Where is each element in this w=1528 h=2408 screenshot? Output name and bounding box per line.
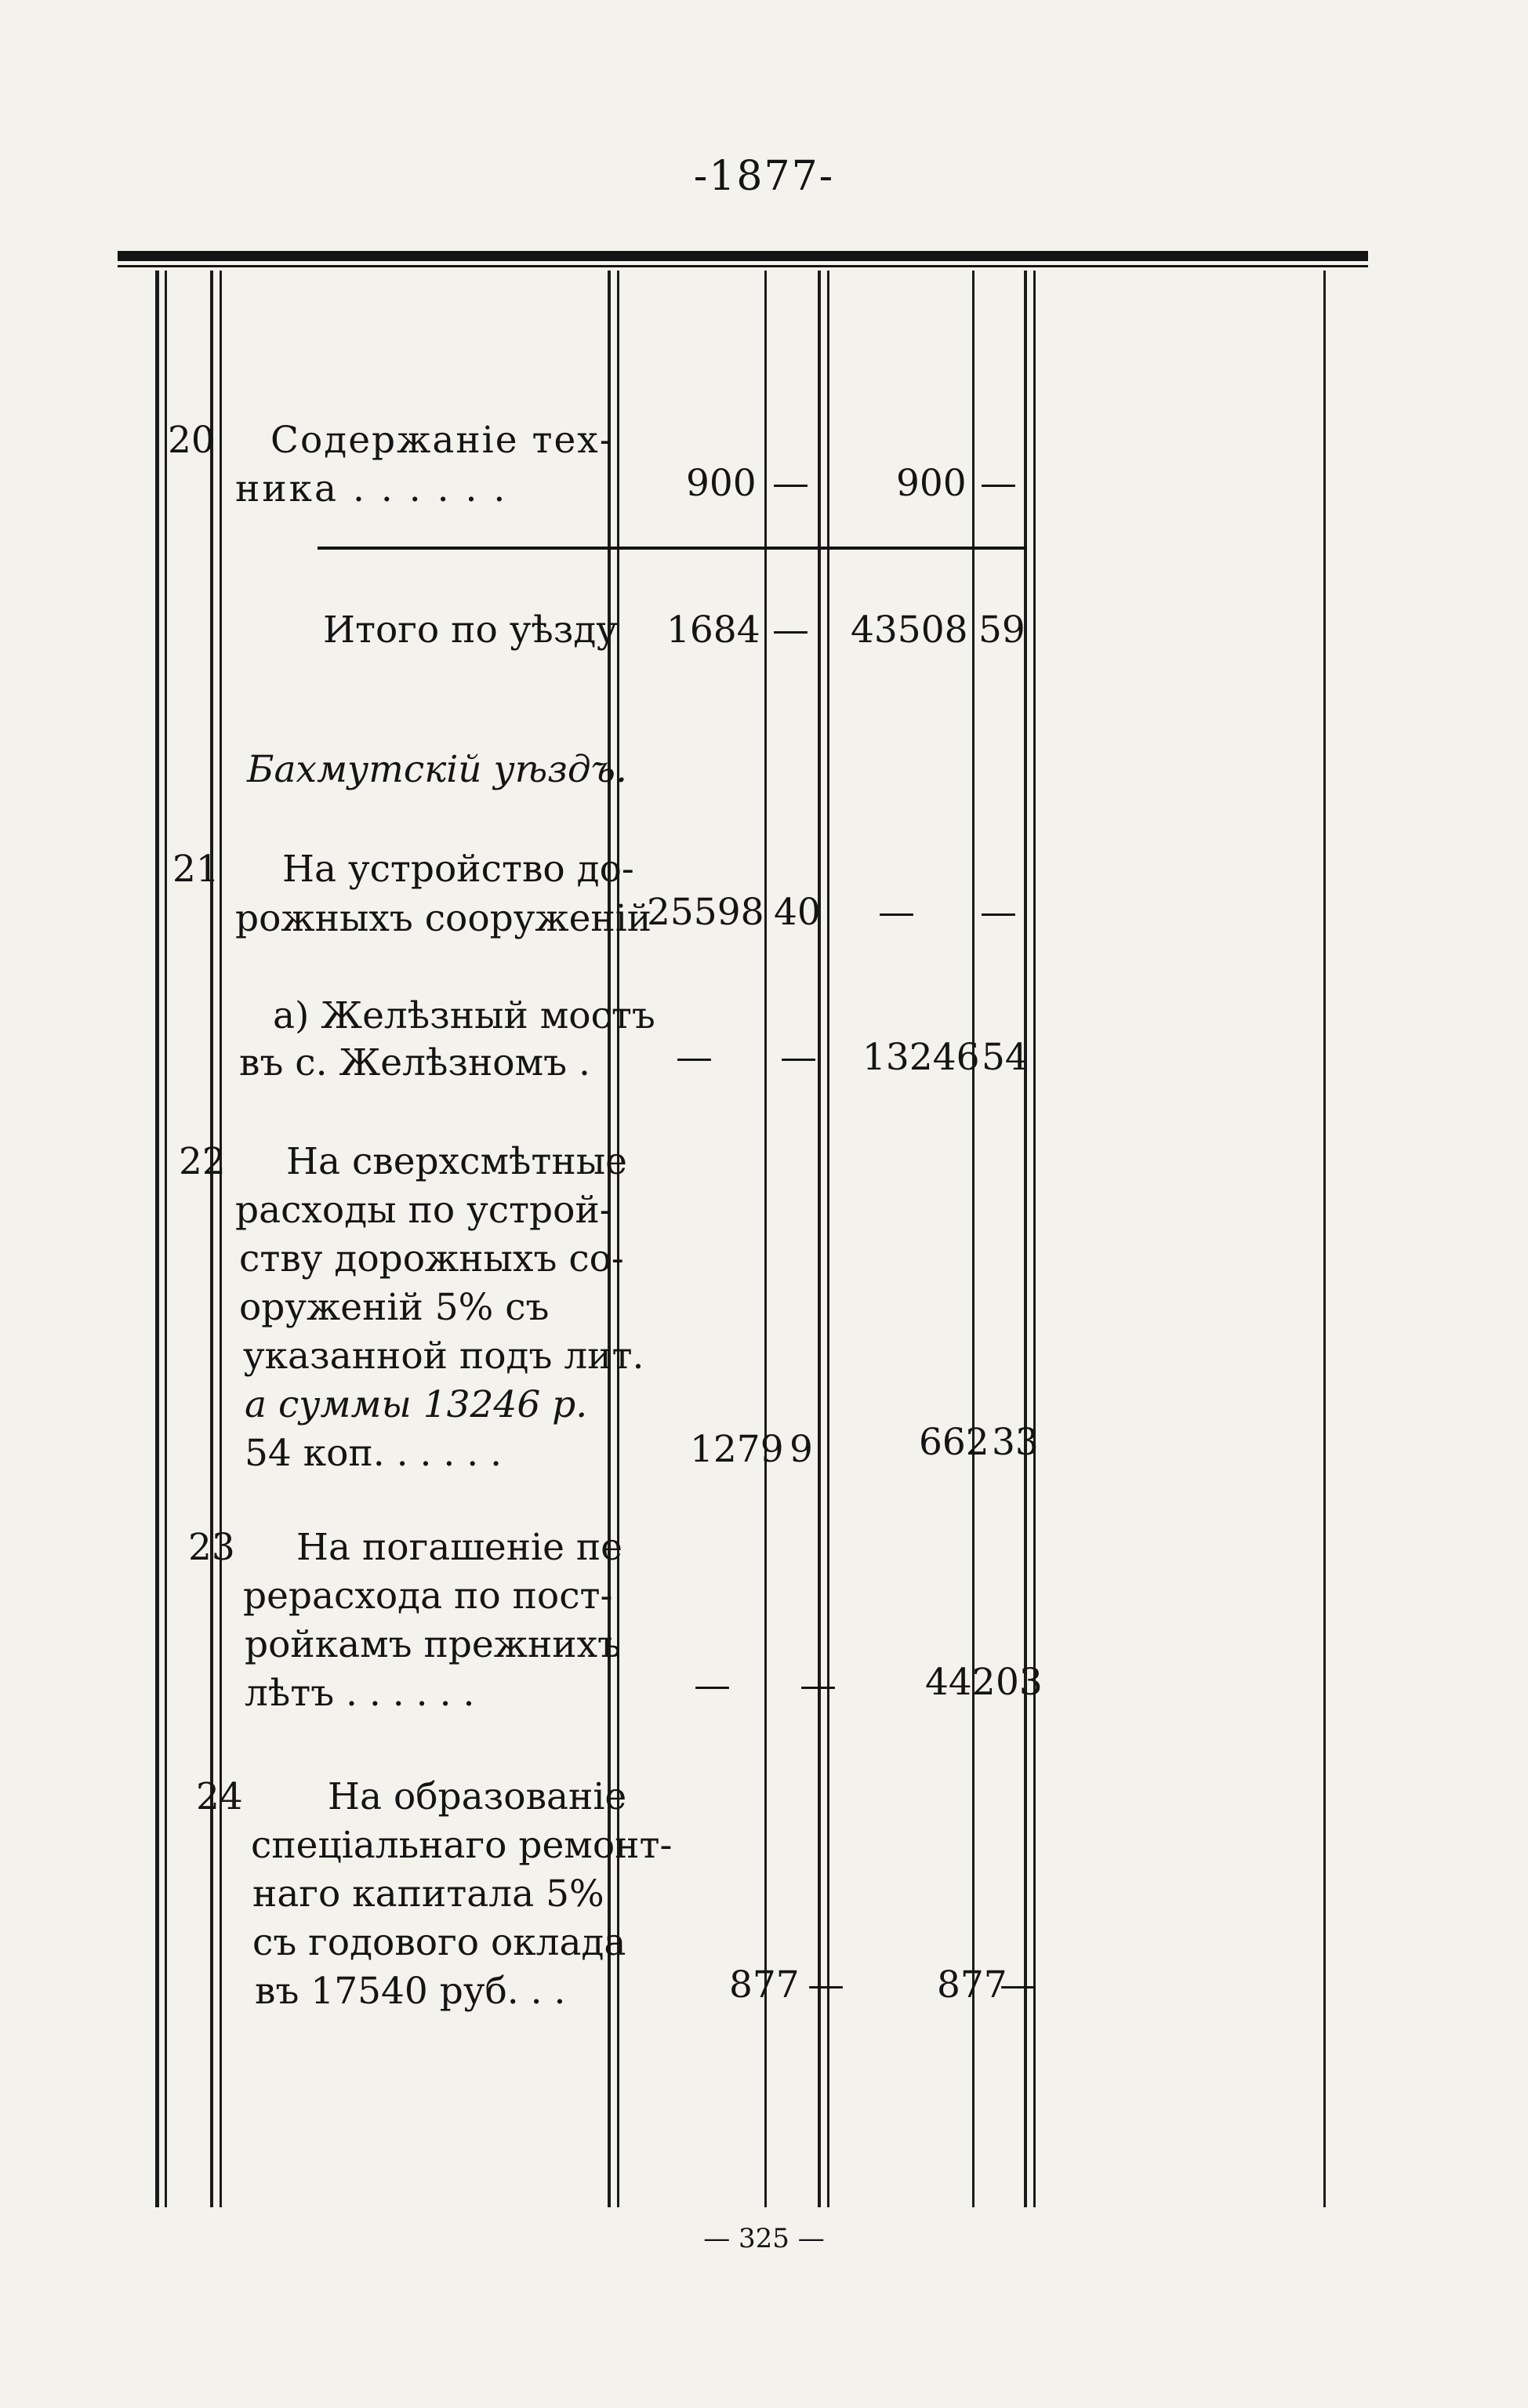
row-description: въ с. Желѣзномъ . (239, 1041, 590, 1084)
amount-b-kop: — (980, 462, 1017, 505)
column-rule (155, 271, 159, 2207)
row-number: 22 (179, 1140, 226, 1183)
amount-a-rub: — (694, 1664, 731, 1707)
total-a-rub: 1684 (666, 608, 760, 652)
top-rule-thin (118, 265, 1368, 267)
column-rule (818, 271, 821, 2207)
row-number: 21 (172, 848, 220, 891)
amount-a-rub: 1279 (690, 1428, 784, 1471)
row-description: расходы по устрой- (235, 1189, 612, 1232)
column-rule (210, 271, 213, 2207)
amount-b-kop: — (980, 891, 1017, 934)
amount-b-kop: — (1000, 1963, 1036, 2007)
amount-a-kop: 40 (774, 891, 821, 934)
column-rule (827, 271, 829, 2207)
column-rule (165, 271, 167, 2207)
row-description: рерасхода по пост- (243, 1574, 613, 1618)
row-description: лѣтъ . . . . . . (245, 1672, 475, 1715)
subtotal-rule (318, 547, 1027, 550)
row-description: рожныхъ сооруженій (235, 897, 652, 940)
column-rule (1323, 271, 1326, 2207)
row-number: 24 (196, 1775, 243, 1818)
total-a-kop: — (772, 608, 809, 652)
row-description: Содержаніе тех- (270, 419, 614, 462)
column-rule (972, 271, 975, 2207)
row-description: На погашеніе пе (296, 1526, 622, 1569)
page-footer-number: — 325 — (703, 2223, 825, 2254)
row-description: наго капитала 5% (252, 1872, 604, 1916)
total-b-kop: 59 (978, 608, 1025, 652)
amount-a-rub: 900 (686, 462, 757, 505)
amount-b-kop: 03 (996, 1661, 1043, 1704)
amount-a-kop: — (772, 462, 809, 505)
column-rule (1033, 271, 1036, 2207)
amount-b-kop: 33 (992, 1421, 1039, 1464)
top-rule-thick (118, 251, 1368, 261)
row-description: На устройство до- (282, 848, 634, 891)
column-rule (764, 271, 767, 2207)
row-description: указанной подъ лит. (243, 1335, 644, 1378)
row-description: а) Желѣзный мостъ (273, 994, 655, 1037)
amount-b-kop: 54 (982, 1036, 1029, 1079)
row-description: На образованіе (328, 1775, 627, 1818)
amount-a-rub: 25598 (647, 891, 764, 934)
row-description: ству дорожныхъ со- (239, 1237, 624, 1280)
amount-b-rub: 442 (925, 1661, 996, 1704)
row-description: съ годового оклада (252, 1921, 626, 1964)
amount-a-kop: — (800, 1664, 837, 1707)
amount-a-kop: — (808, 1963, 844, 2007)
row-description: а суммы 13246 р. (245, 1383, 588, 1426)
row-number: 23 (188, 1526, 235, 1569)
amount-b-rub: 900 (896, 462, 967, 505)
page-header-year: -1877- (693, 153, 835, 200)
amount-a-kop: 9 (789, 1428, 813, 1471)
column-rule (1024, 271, 1027, 2207)
total-b-rub: 43508 (851, 608, 968, 652)
row-description: На сверхсмѣтные (286, 1140, 627, 1183)
row-description: спеціальнаго ремонт- (251, 1824, 673, 1867)
amount-b-rub: 877 (937, 1963, 1007, 2007)
row-description: въ 17540 руб. . . (255, 1970, 566, 2013)
amount-b-rub: 662 (919, 1421, 989, 1464)
amount-a-kop: — (780, 1036, 817, 1079)
row-description: оруженій 5% съ (239, 1286, 550, 1329)
total-label: Итого по уѣзду (323, 608, 618, 652)
amount-a-rub: — (676, 1036, 713, 1079)
amount-a-rub: 877 (729, 1963, 800, 2007)
row-description: 54 коп. . . . . . (245, 1432, 503, 1475)
row-description: ника . . . . . . (235, 467, 508, 510)
row-description: ройкамъ прежнихъ (245, 1623, 622, 1666)
column-rule (220, 271, 222, 2207)
row-number: 20 (168, 419, 215, 462)
amount-b-rub: — (878, 891, 915, 934)
amount-b-rub: 13246 (862, 1036, 980, 1079)
section-heading: Бахмутскій уѣздъ. (247, 748, 627, 791)
